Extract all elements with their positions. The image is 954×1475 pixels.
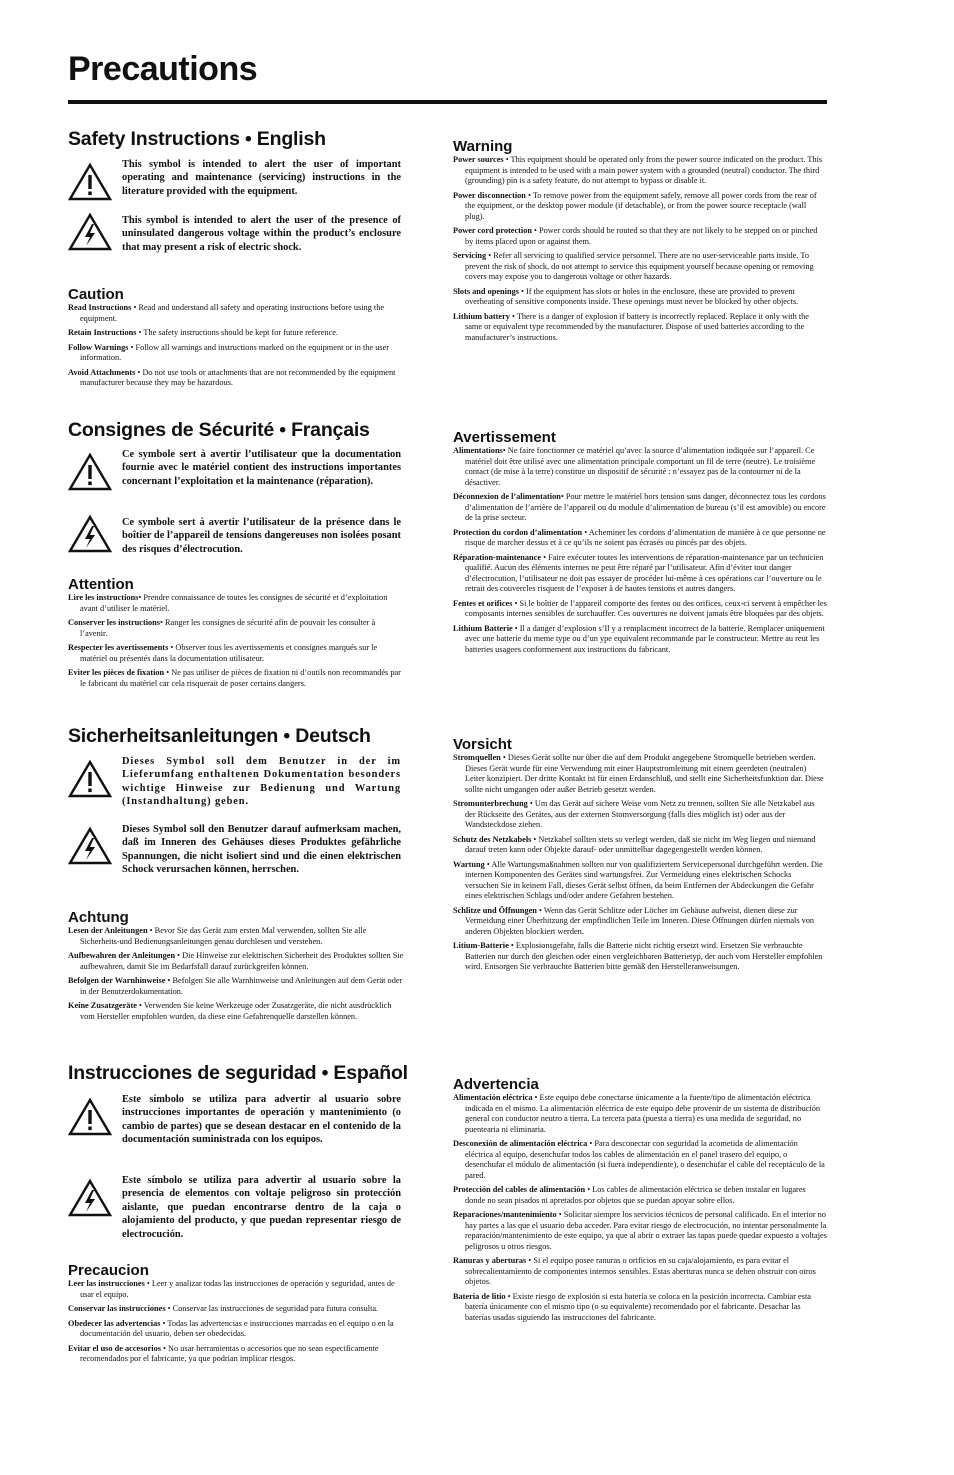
section-heading-spanish: Instrucciones de seguridad • Español: [68, 1062, 408, 1084]
instruction-text: Conservar las instrucciones de seguridad para futura consulta.: [172, 1304, 379, 1313]
bullet-separator: •: [165, 1304, 173, 1313]
instruction-title: Power cord protection: [453, 226, 532, 235]
instruction-item: [68, 1304, 404, 1315]
instruction-item: [453, 1139, 827, 1181]
instruction-item: [453, 553, 827, 595]
instruction-item: [68, 643, 404, 664]
warning-list-french: [453, 446, 827, 659]
instruction-text: Este equipo debe conectarse únicamente a la fuente/tipo de alimentación eléctrica indicada en el mismo. La alimentación eléctrica de este equipo debe provenir de un sistema de distribución general con conductor neutro a tierra. La tercera pata (puesta a tierra) es una medida de seguridad, no puentearia ni eliminaria.: [465, 1093, 821, 1134]
instruction-item: [453, 312, 827, 344]
instruction-item: [453, 1210, 827, 1252]
instruction-item: [453, 155, 827, 187]
caution-list-german: [68, 926, 404, 1026]
caution-heading-french: Attention: [68, 576, 134, 593]
instruction-text: Explosionsgefahr, falls die Batterie nicht richtig ersetzt wird. Ersetzen Sie verbrauchte Batterien nur durch den gleichen oder einen vergleichbaren Batterietyp, der auch vom Hersteller empfohlen wird. Entsorgen Sie verbrauchte Batterien bitte gemäß den Herstelleranweisungen.: [465, 941, 823, 971]
instruction-item: [68, 951, 404, 972]
instruction-title: Evitar el uso de accesorios: [68, 1343, 161, 1353]
instruction-title: Befolgen der Warnhinweise: [68, 976, 166, 985]
instruction-text: Acheminer les cordons d’alimentation de manière à ce que personne ne risque de marcher dessus et à ce qu’ils ne soient pas écrasés ou pincés par des objets.: [465, 527, 826, 547]
instruction-item: [68, 618, 404, 639]
instruction-item: [68, 1344, 404, 1365]
instruction-item: [68, 976, 404, 997]
instruction-text: There is a danger of explosion if battery is incorrectly replaced. Replace it only with the same or equivalent type recommended by the manufacturer. Dispose of used batteries according to the manufacturer’s instructions.: [465, 311, 809, 342]
instruction-item: [453, 251, 827, 283]
instruction-item: [68, 303, 404, 324]
instruction-title: Ranuras y aberturas: [453, 1256, 527, 1265]
bullet-separator: •: [131, 303, 139, 312]
bullet-separator: •: [518, 286, 527, 296]
instruction-title: Servicing: [453, 251, 487, 260]
instruction-title: Respecter les avertissements: [68, 643, 169, 652]
instruction-text: Dieses Gerät sollte nur über die auf dem Produkt angegebene Stromquelle betrieben werden. Dieses Gerät wurde für eine Verwendung mit einer Hauptstromleitung mit einem geerdeten (neutralen) Leiter konzipiert. Der dritte Kontakt ist für einen Erdanschluß, und stellt eine Sicherheitsfunktion dar. Diese sollte nicht umgangen oder außer Betrieb gesetzt werden.: [465, 753, 824, 794]
caution-list-english: [68, 303, 404, 393]
bullet-separator: •: [512, 623, 520, 633]
bullet-separator: •: [147, 926, 155, 935]
instruction-text: Read and understand all safety and operating instructions before using the equipment.: [80, 303, 385, 323]
section-heading-english: Safety Instructions • English: [68, 128, 326, 150]
instruction-title: Lithium Batterie: [453, 623, 513, 633]
instruction-text: Existe riesgo de explosión si esta batería se coloca en la posición incorrecta. Cambiar esta batería únicamente con el mismo tipo (o su equivalente) recomendado por el fabricante. Desachar las baterías usadas siguiendo las instrucciones del fabricante.: [465, 1291, 811, 1322]
instruction-title: Power sources: [453, 155, 504, 164]
symbol-warning-text: This symbol is intended to alert the user of important operating and maintenance (servicing) instructions in the literature provided with the equipment.: [122, 159, 401, 197]
instruction-item: [68, 1001, 404, 1022]
warning-heading-english: Warning: [453, 138, 513, 155]
bullet-separator: •: [582, 527, 589, 537]
instruction-text: If the equipment has slots or holes in the enclosure, these are provided to prevent overheating of sensitive components inside. These openings must never be blocked by other objects.: [465, 286, 799, 306]
instruction-text: Si el equipo posee ranuras o orificios en su caja/alojamiento, es para evitar el sobrecalientamiento de componentes internos sensibles. Estas aberturas nunca se deben obstruir con otros objetos.: [465, 1256, 816, 1286]
instruction-item: [453, 191, 827, 223]
instruction-item: [453, 446, 827, 488]
exclamation-triangle-icon: [68, 452, 112, 492]
instruction-text: Befolgen Sie alle Warnhinweise und Anleitungen auf dem Gerät oder in der Benutzerdokumentation.: [80, 976, 403, 996]
bullet-separator: •: [508, 941, 516, 950]
instruction-item: [68, 593, 404, 614]
symbol-voltage-text: This symbol is intended to alert the user of the presence of uninsulated dangerous voltage within the product’s enclosure that may present a risk of electric shock.: [122, 215, 401, 253]
symbol-voltage-text: Dieses Symbol soll den Benutzer darauf aufmerksam machen, daß im Inneren des Gehäuses dieses Produktes gefährliche Spannungen, die nicht isoliert sind und die einen elektrischen Schock verursachen können, herrschen.: [122, 824, 401, 876]
bullet-separator: •: [175, 951, 183, 960]
instruction-text: Observer tous les avertissements et consignes marqués sur le matériel ou présentés dans la documentation utilisateur.: [80, 643, 378, 663]
instruction-text: Netzkabel sollten stets so verlegt werden, daß sie nicht im Weg liegen und niemand darauf treten kann oder Objekte darauf- oder unmittelbar dagegengestellt werden können.: [465, 834, 816, 854]
instruction-item: [68, 343, 404, 364]
instruction-text: Um das Gerät auf sichere Weise vom Netz zu trennen, sollten Sie alle Netzkabel aus der Rückseite des Gerätes, aus der externen Stomversorgung (falls dies möglich ist) oder aus der Wandsteckdose ziehen.: [465, 799, 815, 829]
lightning-bolt-triangle-icon: [68, 1178, 112, 1218]
instruction-title: Stromquellen: [453, 753, 501, 762]
lightning-bolt-triangle-icon: [68, 212, 112, 252]
bullet-separator: •: [503, 155, 511, 164]
instruction-item: [453, 941, 827, 973]
instruction-text: The safety instructions should be kept for future reference.: [143, 328, 339, 337]
instruction-item: [453, 1185, 827, 1206]
instruction-text: Para desconectar con seguridad la acometida de alimentación eléctrica al equipo, desenchufar todos los cables de alimentación en el panel trasero del equipo, o desenchufar el módulo de alimentación (si fuera independiente), o desenchufar el cable del receptáculo de la pared.: [465, 1139, 825, 1180]
instruction-title: Avoid Attachments: [68, 367, 136, 377]
instruction-title: Conservar las instrucciones: [68, 1304, 166, 1313]
instruction-item: [453, 287, 827, 308]
instruction-item: [453, 835, 827, 856]
bullet-separator: •: [500, 753, 508, 762]
bullet-separator: •: [536, 905, 544, 915]
warning-list-spanish: [453, 1093, 827, 1327]
exclamation-triangle-icon: [68, 1097, 112, 1137]
lightning-bolt-triangle-icon: [68, 826, 112, 866]
symbol-voltage-text: Este símbolo se utiliza para advertir al usuario sobre la presencia de elementos con voltaje peligroso sin protección aislante, que puedan encontrarse dentro de la caja o alojamiento del producto, y que puedan representar riesgo de electrocución.: [122, 1175, 401, 1240]
instruction-item: [453, 599, 827, 620]
bullet-separator: •: [484, 859, 492, 869]
instruction-title: Réparation-maintenance: [453, 552, 542, 562]
bullet-separator: •: [160, 1318, 168, 1328]
instruction-title: Protección del cables de alimentación: [453, 1185, 586, 1194]
instruction-text: Ne faire fonctionner ce matériel qu’avec la source d’alimentation indiquée sur l’appareil. Ce matériel doit être utilisé avec une alimentation principale comportant un fil de terre (neutre). Le troisième contact (de mise à la terre) constitue un dispositif de sécurité : n’essayez pas de la contourner ni de la désactiver.: [465, 446, 816, 487]
instruction-text: Pour mettre le matériel hors tension sans danger, déconnectez tous les cordons d’alimentation de l’arrière de l’appareil ou du module d’alimentation de bureau (s’il est amovible) ou encore de la prise secteur.: [465, 492, 826, 522]
instruction-text: Todas las advertencias e instrucciones marcadas en el equipo o en la documentación del usuario, deben ser obedecidas.: [80, 1318, 394, 1338]
bullet-separator: •: [531, 834, 539, 844]
bullet-separator: •: [526, 1256, 534, 1265]
instruction-text: Ranger les consignes de sécurité afin de pouvoir les consulter à l’avenir.: [80, 618, 376, 638]
bullet-separator: •: [160, 1343, 169, 1353]
bullet-separator: •: [512, 598, 520, 608]
bullet-separator: •: [531, 226, 540, 235]
instruction-title: Alimentación eléctrica: [453, 1093, 533, 1102]
bullet-separator: •: [509, 311, 517, 321]
bullet-separator: •: [532, 1093, 540, 1102]
instruction-text: Ne pas utiliser de pièces de fixation ni d’outils non recommandés par le fabricant du matériel car cela risquerait de poser certains dangers.: [80, 668, 401, 688]
warning-heading-spanish: Advertencia: [453, 1076, 539, 1093]
caution-heading-english: Caution: [68, 286, 124, 303]
instruction-item: [453, 860, 827, 902]
bullet-separator: •: [165, 976, 173, 985]
section-heading-french: Consignes de Sécurité • Français: [68, 419, 370, 441]
bullet-separator: •: [160, 618, 166, 627]
instruction-text: No usar herramientas o accesorios que no sean especificamente recomendados por el fabricante, ya que podrian implicar riesgos.: [80, 1343, 379, 1363]
instruction-title: Schlitze und Öffnungen: [453, 905, 537, 915]
instruction-item: [453, 906, 827, 938]
symbol-warning-text: Este símbolo se utiliza para advertir al usuario sobre instrucciones importantes de operación y mantenimiento (o cambio de partes) que se desean destacar en el contenido de la documentación suministrada con los equipos.: [122, 1094, 401, 1146]
exclamation-triangle-icon: [68, 759, 112, 799]
instruction-item: [453, 624, 827, 656]
bullet-separator: •: [164, 668, 172, 677]
instruction-text: Bevor Sie das Gerät zum ersten Mal verwenden, sollten Sie alle Sicherheits-und Bedienungsanleitungen genau durchlesen und verstehen.: [80, 926, 367, 946]
instruction-item: [453, 1093, 827, 1135]
bullet-separator: •: [525, 190, 533, 200]
instruction-title: Stromunterbrechung: [453, 799, 528, 808]
instruction-item: [453, 492, 827, 524]
bullet-separator: •: [138, 593, 144, 602]
instruction-title: Keine Zusatzgeräte: [68, 1001, 137, 1010]
instruction-text: Si le boîtier de l’appareil comporte des fentes ou des orifices, ceux-ci servent à empêcher les composants internes sensibles de surchauffer. Ces ouvertures ne doivent jamais être bloquées par des objets.: [465, 598, 827, 618]
instruction-title: Desconexión de alimentación eléctrica: [453, 1139, 588, 1148]
instruction-item: [68, 668, 404, 689]
caution-heading-spanish: Precaucion: [68, 1262, 149, 1279]
bullet-separator: •: [486, 251, 494, 260]
bullet-separator: •: [128, 342, 136, 352]
page-title: Precautions: [68, 50, 258, 88]
instruction-title: Slots and openings: [453, 286, 519, 296]
instruction-text: Refer all servicing to qualified service personnel. There are no user-serviceable parts inside. To prevent the risk of shock, do not attempt to service this equipment yourself because opening or removing covers may expose you to dangerous voltage or other hazards.: [465, 251, 814, 281]
bullet-separator: •: [505, 1291, 513, 1301]
instruction-item: [68, 1279, 404, 1300]
instruction-item: [68, 328, 404, 339]
bullet-separator: •: [587, 1139, 595, 1148]
section-heading-german: Sicherheitsanleitungen • Deutsch: [68, 725, 371, 747]
instruction-item: [453, 753, 827, 795]
warning-list-english: [453, 155, 827, 347]
instruction-item: [453, 1256, 827, 1288]
instruction-item: [68, 1319, 404, 1340]
bullet-separator: •: [502, 446, 508, 455]
bullet-separator: •: [541, 552, 549, 562]
instruction-text: Il a danger d’explosion s’Il y a remplacment incorrect de la batterie. Remplacer uniquement avec une batterie du meme type ou d’un ype equivalent recommande par le constructeur. Mettre au reut les batteries usagees conformement aux instructions du fabricant.: [465, 623, 825, 654]
instruction-title: Reparaciones/mantenimiento: [453, 1210, 557, 1219]
instruction-text: Alle Wartungsmaßnahmen sollten nur von qualifiziertem Servicepersonal durchgeführt werden. Die internen Komponenten des Gerätes sind wartungsfrei. Zur Vermeidung eines elektrischen Schocks versuchen Sie in keinem Fall, dieses Gerät selbst öffnen, da beim Entfernen der Abdeckungen die Gefahr eines elektrischen Schlags und/oder andere Gefahren bestehen.: [465, 859, 823, 900]
warning-heading-french: Avertissement: [453, 429, 556, 446]
instruction-title: Litium-Batterie: [453, 941, 509, 950]
instruction-item: [453, 528, 827, 549]
instruction-text: Power cords should be routed so that they are not likely to be stepped on or pinched by items placed upon or against them.: [465, 226, 818, 246]
instruction-item: [68, 368, 404, 389]
instruction-title: Power disconnection: [453, 190, 526, 200]
instruction-title: Lithium battery: [453, 311, 510, 321]
title-rule: [68, 100, 827, 104]
instruction-title: Retain Instructions: [68, 328, 137, 337]
instruction-title: Batería de litio: [453, 1291, 506, 1301]
bullet-separator: •: [136, 328, 144, 337]
symbol-warning-text: Ce symbole sert à avertir l’utilisateur que la documentation fournie avec le matériel contient des instructions importantes concernant l’exploitation et la maintenance (réparation).: [122, 449, 401, 487]
instruction-text: This equipment should be operated only from the power source indicated on the product. This equipment is intended to be used with a main power system with a grounded (neutral) conductor. The third (grounding) pin is a safety feature, do not attempt to bypass or disable it.: [465, 155, 823, 185]
instruction-text: To remove power from the equipment safely, remove all power cords from the rear of the equipment, or the desktop power module (if detachable), or from the power source receptacle (wall plug).: [465, 190, 817, 221]
instruction-text: Faire exécuter toutes les interventions de réparation-maintenance par un technicien qualifié. Aucun des éléments internes ne peut être réparé par l’utilisateur. Afin d’éviter tout danger d’électrocution, l’utilisateur ne doit pas essayer de procéder lui-même à ces opérations car l’ouverture ou le retrait des couvercles risquent de l’exposer à de hautes tensions et autres dangers.: [465, 552, 824, 593]
symbol-voltage-text: Ce symbole sert à avertir l’utilisateur de la présence dans le boîtier de l’appareil de tensions dangereuses non isolées posant des risques d’électrocution.: [122, 517, 401, 555]
instruction-title: Read Instructions: [68, 303, 132, 312]
bullet-separator: •: [135, 367, 143, 377]
instruction-title: Fentes et orifices: [453, 598, 513, 608]
instruction-title: Alimentations: [453, 446, 503, 455]
instruction-text: Solicitar siempre los servicios técnicos de personal calificado. En el interior no hay partes a las que el usuario deba acceder. Para evitar riesgo de electrocución, no intentar personalmente la reparación/mantenimiento de este equipo, ya que al abrir o extraer las tapas puede quedar expuesto a voltajes peligrosos u otros riesgos.: [465, 1210, 827, 1251]
bullet-separator: •: [585, 1185, 593, 1194]
warning-heading-german: Vorsicht: [453, 736, 512, 753]
bullet-separator: •: [556, 1210, 564, 1219]
instruction-item: [453, 1292, 827, 1324]
instruction-title: Follow Warnings: [68, 342, 129, 352]
bullet-separator: •: [136, 1001, 144, 1010]
instruction-title: Lesen der Anleitungen: [68, 926, 148, 935]
instruction-text: Do not use tools or attachments that are not recommended by the equipment manufacturer because they may be hazardous.: [80, 367, 396, 387]
bullet-separator: •: [527, 799, 535, 808]
warning-list-german: [453, 753, 827, 977]
instruction-title: Eviter les pièces de fixation: [68, 668, 165, 677]
caution-list-spanish: [68, 1279, 404, 1369]
caution-heading-german: Achtung: [68, 909, 129, 926]
instruction-title: Lire les instructions: [68, 593, 139, 602]
lightning-bolt-triangle-icon: [68, 514, 112, 554]
exclamation-triangle-icon: [68, 162, 112, 202]
instruction-text: Wenn das Gerät Schlitze oder Löcher im Gehäuse aufweist, dienen diese zur Vermeidung einer Überhitzung der empfindlichen Teile im Inneren. Diese Öffnungen dürfen niemals von anderen Objekten blockiert werden.: [465, 905, 815, 936]
bullet-separator: •: [168, 643, 176, 652]
instruction-text: Prendre connaissance de toutes les consignes de sécurité et d’exploitation avant d’utiliser le matériel.: [80, 593, 388, 613]
symbol-warning-text: Dieses Symbol soll dem Benutzer in der im Lieferumfang enthaltenen Dokumentation besonders wichtige Hinweise zur Bedienung und Wartung (Instandhaltung) geben.: [122, 756, 401, 808]
instruction-text: Die Hinweise zur elektrischen Sicherheit des Produktes sollten Sie aufbewahren, damit Sie im Bedarfsfall darauf zurückgreifen können.: [80, 951, 404, 971]
instruction-text: Verwenden Sie keine Werkzeuge oder Zusatzgeräte, die nicht ausdrücklich vom Hersteller empfohlen wurden, da diese eine Gefahrenquelle darstellen können.: [80, 1001, 392, 1021]
instruction-title: Aufbewahren der Anleitungen: [68, 951, 176, 960]
instruction-title: Conserver les instructions: [68, 618, 161, 627]
instruction-text: Follow all warnings and instructions marked on the equipment or in the user information.: [80, 342, 390, 362]
instruction-title: Wartung: [453, 859, 485, 869]
instruction-text: Los cables de alimentación eléctrica se deben instalar en lugares donde no sean pisados ni apretados por objetos que se puedan apoyar sobre ellos.: [465, 1185, 806, 1205]
instruction-title: Leer las instrucciones: [68, 1279, 145, 1288]
instruction-item: [453, 799, 827, 831]
instruction-title: Déconnexion de l’alimentation: [453, 492, 561, 501]
instruction-item: [68, 926, 404, 947]
instruction-title: Schutz des Netzkabels: [453, 834, 532, 844]
bullet-separator: •: [560, 492, 566, 501]
instruction-title: Obedecer las advertencias: [68, 1318, 161, 1328]
instruction-text: Leer y analizar todas las instrucciones de operación y seguridad, antes de usar el equipo.: [80, 1279, 395, 1299]
bullet-separator: •: [144, 1279, 152, 1288]
caution-list-french: [68, 593, 404, 693]
instruction-title: Protection du cordon d’alimentation: [453, 527, 583, 537]
instruction-item: [453, 226, 827, 247]
